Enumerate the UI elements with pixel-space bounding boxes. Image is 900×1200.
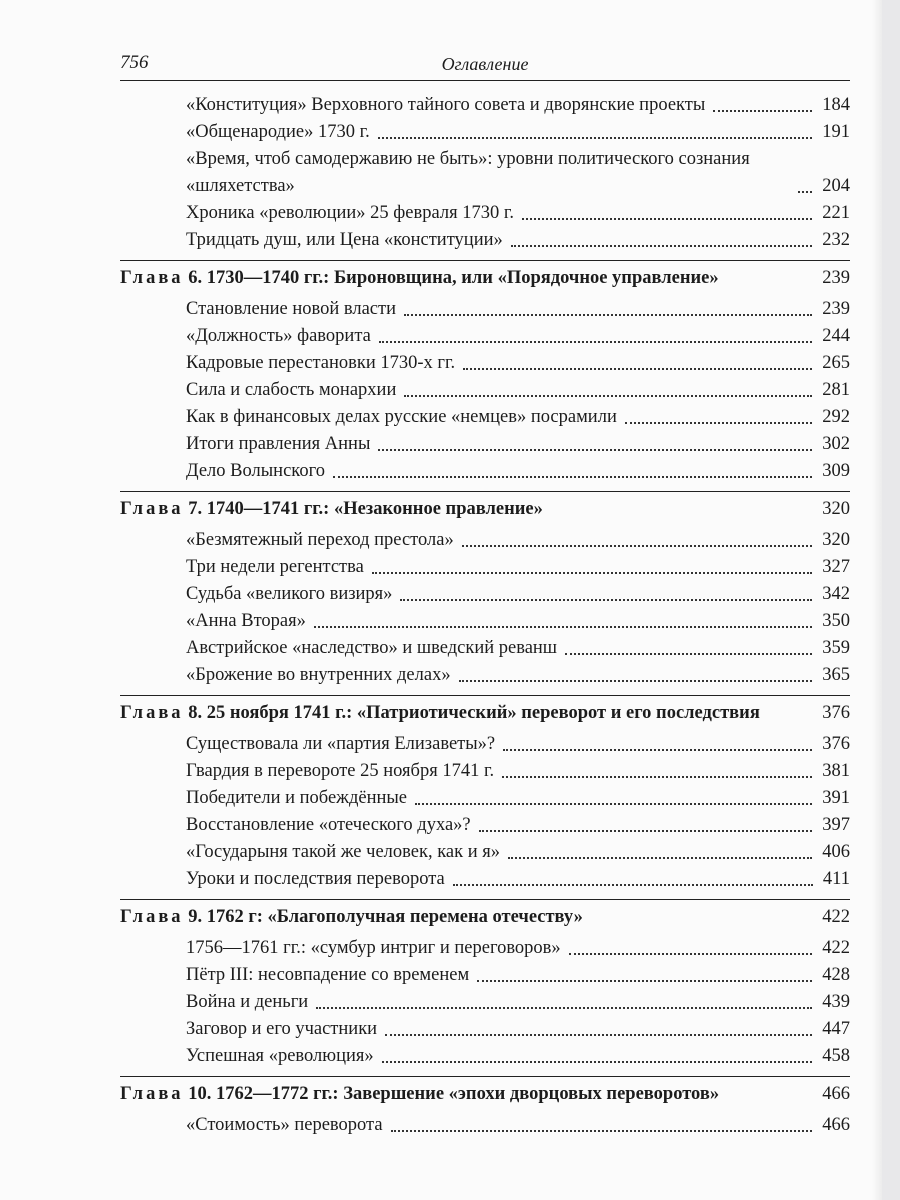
toc-entry bbox=[186, 227, 850, 254]
chapter-name: 9. 1762 г: «Благополучная перемена отечеству» bbox=[183, 907, 583, 927]
dot-leader bbox=[378, 449, 812, 451]
chapter-entries bbox=[120, 935, 850, 1070]
dot-leader bbox=[333, 476, 812, 478]
chapter-label: Глава bbox=[120, 703, 184, 723]
toc-entry-title: Австрийское «наследство» и шведский реванш bbox=[186, 638, 558, 658]
toc-entry-page: 184 bbox=[822, 95, 850, 115]
dot-leader bbox=[415, 803, 812, 805]
dot-leader bbox=[404, 395, 812, 397]
dot-leader bbox=[522, 218, 812, 220]
toc-entry-title: «Общенародие» 1730 г. bbox=[186, 122, 370, 142]
toc-entry-page: 265 bbox=[822, 353, 850, 373]
chapter-heading bbox=[120, 899, 850, 931]
dot-leader bbox=[569, 953, 813, 955]
toc-entry-title: «Конституция» Верховного тайного совета и дворянские проекты bbox=[186, 95, 706, 115]
toc-entry bbox=[186, 758, 850, 785]
chapter-title bbox=[120, 496, 822, 523]
dot-leader bbox=[372, 572, 812, 574]
dot-leader bbox=[479, 830, 813, 832]
toc-entry bbox=[186, 1016, 850, 1043]
toc-entry-page: 397 bbox=[822, 815, 850, 835]
chapter-page: 320 bbox=[822, 499, 850, 519]
dot-leader bbox=[511, 245, 813, 247]
toc-entry-page: 458 bbox=[822, 1046, 850, 1066]
toc-entry bbox=[186, 812, 850, 839]
toc-entry-page: 381 bbox=[822, 761, 850, 781]
toc-entry-title: Три недели регентства bbox=[186, 557, 364, 577]
page-number: 756 bbox=[120, 52, 149, 73]
toc-entry-page: 422 bbox=[822, 938, 850, 958]
toc-entry bbox=[186, 839, 850, 866]
dot-leader bbox=[385, 1034, 812, 1036]
toc-entry bbox=[186, 404, 850, 431]
toc-entry-page: 376 bbox=[822, 734, 850, 754]
toc-entry-title: Война и деньги bbox=[186, 992, 309, 1012]
chapter-label: Глава bbox=[120, 1084, 184, 1104]
toc-entry-page: 359 bbox=[822, 638, 850, 658]
dot-leader bbox=[463, 368, 812, 370]
toc-entry-page: 309 bbox=[822, 461, 850, 481]
chapter-page: 466 bbox=[822, 1084, 850, 1104]
toc-entry bbox=[186, 1043, 850, 1070]
chapter-page: 239 bbox=[822, 268, 850, 288]
toc-entry-title: Тридцать душ, или Цена «конституции» bbox=[186, 230, 503, 250]
dot-leader bbox=[316, 1007, 812, 1009]
toc-entry-title: «Анна Вторая» bbox=[186, 611, 306, 631]
dot-leader bbox=[625, 422, 812, 424]
toc-entry-title: 1756—1761 гг.: «сумбур интриг и переговоров» bbox=[186, 938, 561, 958]
toc-entry-title: Кадровые перестановки 1730-х гг. bbox=[186, 353, 456, 373]
toc-entry bbox=[186, 296, 850, 323]
chapter-title bbox=[120, 700, 822, 727]
toc-entry bbox=[186, 731, 850, 758]
toc-entry-title: Существовала ли «партия Елизаветы»? bbox=[186, 734, 496, 754]
toc-entry-title: Восстановление «отеческого духа»? bbox=[186, 815, 471, 835]
toc-entry bbox=[186, 635, 850, 662]
toc-entry-page: 239 bbox=[822, 299, 850, 319]
toc-entry bbox=[186, 377, 850, 404]
dot-leader bbox=[379, 341, 812, 343]
toc-entry bbox=[186, 146, 850, 200]
chapter-name: 10. 1762—1772 гг.: Завершение «эпохи дворцовых переворотов» bbox=[183, 1084, 720, 1104]
toc-entry bbox=[186, 785, 850, 812]
chapter-page: 376 bbox=[822, 703, 850, 723]
toc-entry bbox=[186, 866, 850, 893]
toc-entry-page: 428 bbox=[822, 965, 850, 985]
running-head: Оглавление bbox=[441, 54, 529, 74]
chapter-label: Глава bbox=[120, 499, 184, 519]
dot-leader bbox=[508, 857, 812, 859]
chapter-name: 6. 1730—1740 гг.: Бироновщина, или «Порядочное управление» bbox=[183, 268, 719, 288]
toc-entry-page: 320 bbox=[822, 530, 850, 550]
chapter-entries bbox=[120, 1112, 850, 1139]
toc-entry-title: Пётр III: несовпадение со временем bbox=[186, 965, 470, 985]
chapter-entries bbox=[120, 527, 850, 689]
toc-entry-page: 439 bbox=[822, 992, 850, 1012]
toc-entry-title: Победители и побеждённые bbox=[186, 788, 408, 808]
toc-entry-page: 244 bbox=[822, 326, 850, 346]
chapter-heading bbox=[120, 1076, 850, 1108]
dot-leader bbox=[400, 599, 812, 601]
toc-entry-page: 391 bbox=[822, 788, 850, 808]
chapter-entries bbox=[120, 296, 850, 485]
toc-entry-page: 411 bbox=[822, 869, 850, 889]
toc-entry bbox=[186, 935, 850, 962]
toc-entry-title: «Безмятежный переход престола» bbox=[186, 530, 454, 550]
toc-entry bbox=[186, 458, 850, 485]
chapter-label: Глава bbox=[120, 268, 184, 288]
toc-entry bbox=[186, 200, 850, 227]
dot-leader bbox=[391, 1130, 813, 1132]
toc-entry-page: 327 bbox=[822, 557, 850, 577]
toc-entry-page: 191 bbox=[822, 122, 850, 142]
toc-entry bbox=[186, 581, 850, 608]
toc-entry-title: Хроника «революции» 25 февраля 1730 г. bbox=[186, 203, 514, 223]
toc-entry-title: «Брожение во внутренних делах» bbox=[186, 665, 451, 685]
chapter-name: 7. 1740—1741 гг.: «Незаконное правление» bbox=[183, 499, 543, 519]
toc-entry-page: 281 bbox=[822, 380, 850, 400]
chapter-page: 422 bbox=[822, 907, 850, 927]
dot-leader bbox=[503, 749, 812, 751]
toc-entry-page: 447 bbox=[822, 1019, 850, 1039]
toc-entry-title: Судьба «великого визиря» bbox=[186, 584, 393, 604]
toc-entry-title: Успешная «революция» bbox=[186, 1046, 374, 1066]
toc-entry bbox=[186, 323, 850, 350]
toc-entry-title: «Время, чтоб самодержавию не быть»: уровни политического сознания «шляхетства» bbox=[186, 149, 750, 196]
toc-entry bbox=[186, 92, 850, 119]
toc-entry bbox=[186, 119, 850, 146]
chapter-title bbox=[120, 265, 822, 292]
dot-leader bbox=[453, 884, 813, 886]
toc-entry-title: Гвардия в перевороте 25 ноября 1741 г. bbox=[186, 761, 495, 781]
toc-entry-page: 302 bbox=[822, 434, 850, 454]
chapter-title bbox=[120, 904, 822, 931]
chapter-heading bbox=[120, 260, 850, 292]
toc-entry-title: «Должность» фаворита bbox=[186, 326, 371, 346]
dot-leader bbox=[459, 680, 813, 682]
chapter-heading bbox=[120, 491, 850, 523]
table-of-contents bbox=[120, 92, 850, 1141]
toc-entry-page: 292 bbox=[822, 407, 850, 427]
toc-entry-page: 342 bbox=[822, 584, 850, 604]
dot-leader bbox=[314, 626, 812, 628]
toc-entry-page: 221 bbox=[822, 203, 850, 223]
toc-entry bbox=[186, 608, 850, 635]
dot-leader bbox=[378, 137, 813, 139]
toc-entry-page: 365 bbox=[822, 665, 850, 685]
chapter-name: 8. 25 ноября 1741 г.: «Патриотический» переворот и его последствия bbox=[183, 703, 760, 723]
dot-leader bbox=[565, 653, 812, 655]
toc-entry bbox=[186, 989, 850, 1016]
toc-entry bbox=[186, 527, 850, 554]
toc-entry bbox=[186, 1112, 850, 1139]
chapter-heading bbox=[120, 695, 850, 727]
dot-leader bbox=[798, 191, 812, 193]
dot-leader bbox=[404, 314, 812, 316]
chapter-entries bbox=[120, 731, 850, 893]
toc-entry-page: 406 bbox=[822, 842, 850, 862]
toc-entry bbox=[186, 662, 850, 689]
toc-entry-title: Как в финансовых делах русские «немцев» посрамили bbox=[186, 407, 617, 427]
toc-entry-page: 232 bbox=[822, 230, 850, 250]
toc-entry-page: 350 bbox=[822, 611, 850, 631]
toc-entry-page: 466 bbox=[822, 1115, 850, 1135]
toc-entry-title: Становление новой власти bbox=[186, 299, 397, 319]
toc-entry-title: «Стоимость» переворота bbox=[186, 1115, 383, 1135]
toc-entry-title: Сила и слабость монархии bbox=[186, 380, 397, 400]
toc-entry bbox=[186, 350, 850, 377]
dot-leader bbox=[382, 1061, 813, 1063]
toc-entry-title: Дело Волынского bbox=[186, 461, 325, 481]
toc-entry-page: 204 bbox=[822, 176, 850, 196]
toc-entry-title: Уроки и последствия переворота bbox=[186, 869, 445, 889]
intro-entries bbox=[120, 92, 850, 254]
page-header bbox=[120, 50, 850, 81]
toc-entry bbox=[186, 962, 850, 989]
toc-entry bbox=[186, 431, 850, 458]
toc-entry bbox=[186, 554, 850, 581]
dot-leader bbox=[713, 110, 812, 112]
chapter-label: Глава bbox=[120, 907, 184, 927]
dot-leader bbox=[462, 545, 813, 547]
toc-entry-title: Итоги правления Анны bbox=[186, 434, 371, 454]
toc-entry-title: Заговор и его участники bbox=[186, 1019, 378, 1039]
toc-entry-title: «Государыня такой же человек, как и я» bbox=[186, 842, 501, 862]
dot-leader bbox=[502, 776, 812, 778]
chapter-title bbox=[120, 1081, 822, 1108]
dot-leader bbox=[477, 980, 812, 982]
